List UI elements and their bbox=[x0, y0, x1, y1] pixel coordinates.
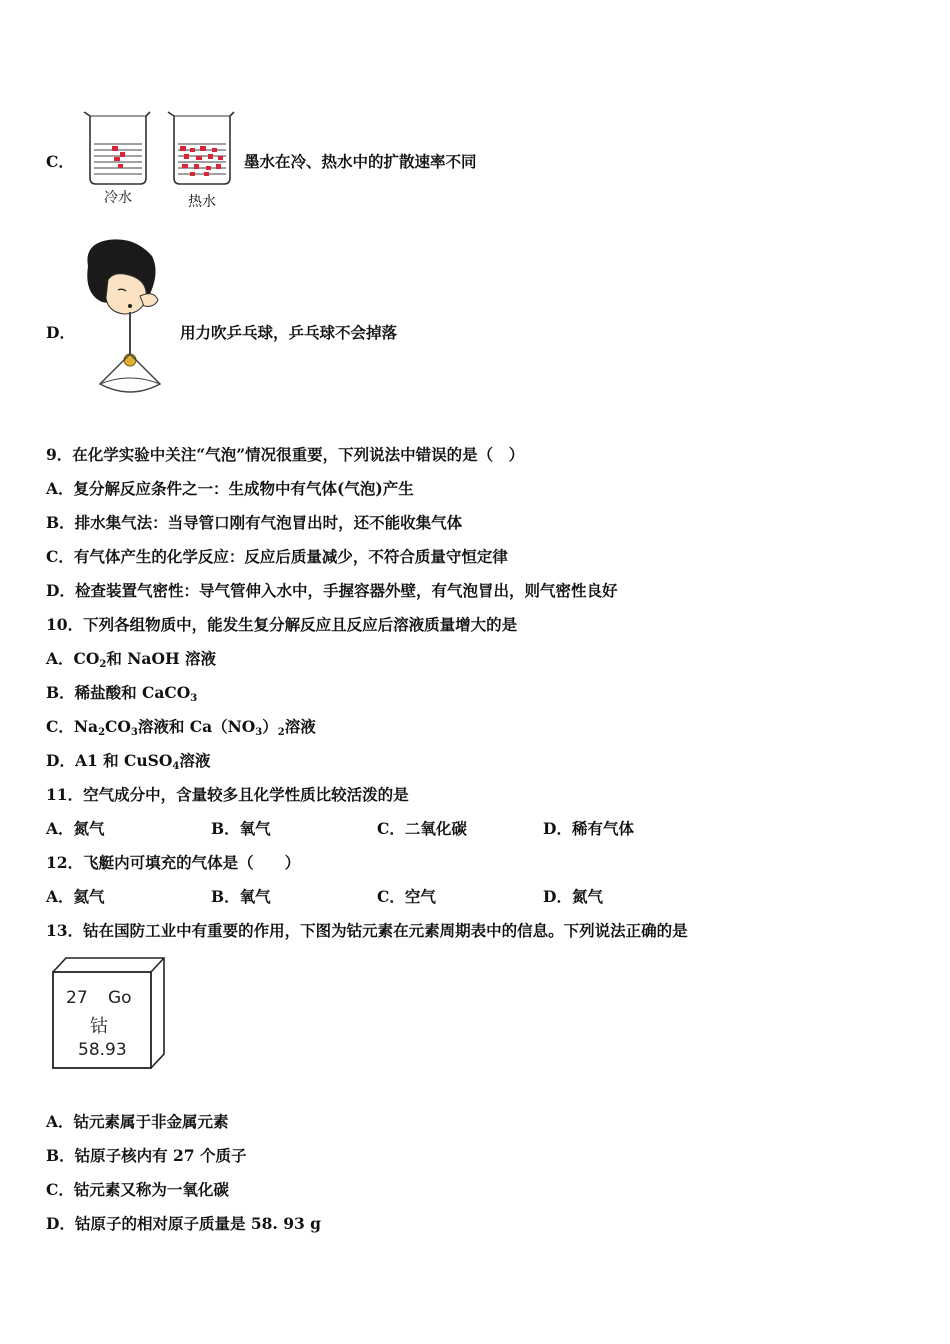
q12-option-d: D．氮气 bbox=[543, 887, 603, 906]
q13-option-d: D．钴原子的相对原子质量是 58. 93 g bbox=[46, 1214, 322, 1233]
q10-option-a: A．$CO_2$和 NaOH 溶液 bbox=[46, 649, 216, 670]
q13-option-b: B．钴原子核内有 27 个质子 bbox=[46, 1146, 247, 1165]
q11-option-b: B．氧气 bbox=[211, 819, 271, 838]
q10-option-d: D．A1 和 CuSO$_4$溶液 bbox=[46, 751, 211, 772]
boy-blowing-ping-pong-figure bbox=[78, 236, 170, 398]
q12-option-b: B．氧气 bbox=[211, 887, 271, 906]
q8-option-c-text: 墨水在冷、热水中的扩散速率不同 bbox=[244, 152, 477, 171]
q13-option-a: A．钴元素属于非金属元素 bbox=[46, 1112, 229, 1131]
element-symbol: Go bbox=[108, 988, 132, 1008]
q9-option-d: D．检查装置气密性：导气管伸入水中，手握容器外壁，有气泡冒出，则气密性良好 bbox=[46, 581, 618, 600]
q13-option-c: C．钴元素又称为一氧化碳 bbox=[46, 1180, 229, 1199]
cold-water-beaker bbox=[84, 112, 150, 184]
q11-option-a: A．氮气 bbox=[46, 819, 105, 838]
q9-stem: 9．在化学实验中关注“气泡”情况很重要，下列说法中错误的是（ ） bbox=[46, 445, 525, 464]
q12-option-c: C．空气 bbox=[377, 887, 436, 906]
q12-option-a: A．氦气 bbox=[46, 887, 105, 906]
hot-water-beaker bbox=[168, 112, 234, 184]
q10-option-c: C．$Na_2CO_3$溶液和 $Ca(NO_3)_2$溶液 bbox=[46, 717, 316, 738]
hot-water-label: 热水 bbox=[188, 194, 216, 210]
q10-option-b: B．稀盐酸和 CaCO$_3$ bbox=[46, 683, 198, 704]
q12-stem: 12．飞艇内可填充的气体是（ ） bbox=[46, 853, 301, 872]
q10-stem: 10．下列各组物质中，能发生复分解反应且反应后溶液质量增大的是 bbox=[46, 615, 518, 634]
q8-option-d-text: 用力吹乒乓球，乒乓球不会掉落 bbox=[180, 323, 398, 342]
q11-option-c: C．二氧化碳 bbox=[377, 819, 467, 838]
q9-option-b: B．排水集气法：当导管口刚有气泡冒出时，还不能收集气体 bbox=[46, 513, 463, 532]
q9-option-c: C．有气体产生的化学反应：反应后质量减少，不符合质量守恒定律 bbox=[46, 547, 508, 566]
cobalt-element-card bbox=[50, 956, 168, 1072]
q8-option-d-letter: D． bbox=[46, 323, 75, 342]
q8-option-c-letter: C． bbox=[46, 152, 74, 171]
element-atomic-mass: 58.93 bbox=[78, 1040, 127, 1060]
cold-water-label: 冷水 bbox=[104, 190, 132, 206]
q13-stem: 13．钴在国防工业中有重要的作用，下图为钴元素在元素周期表中的信息。下列说法正确的是 bbox=[46, 921, 688, 940]
element-name: 钴 bbox=[90, 1016, 108, 1037]
q9-option-a: A．复分解反应条件之一：生成物中有气体(气泡)产生 bbox=[46, 479, 414, 498]
q11-stem: 11．空气成分中，含量较多且化学性质比较活泼的是 bbox=[46, 785, 409, 804]
q11-option-d: D．稀有气体 bbox=[543, 819, 634, 838]
element-atomic-number: 27 bbox=[66, 988, 88, 1008]
